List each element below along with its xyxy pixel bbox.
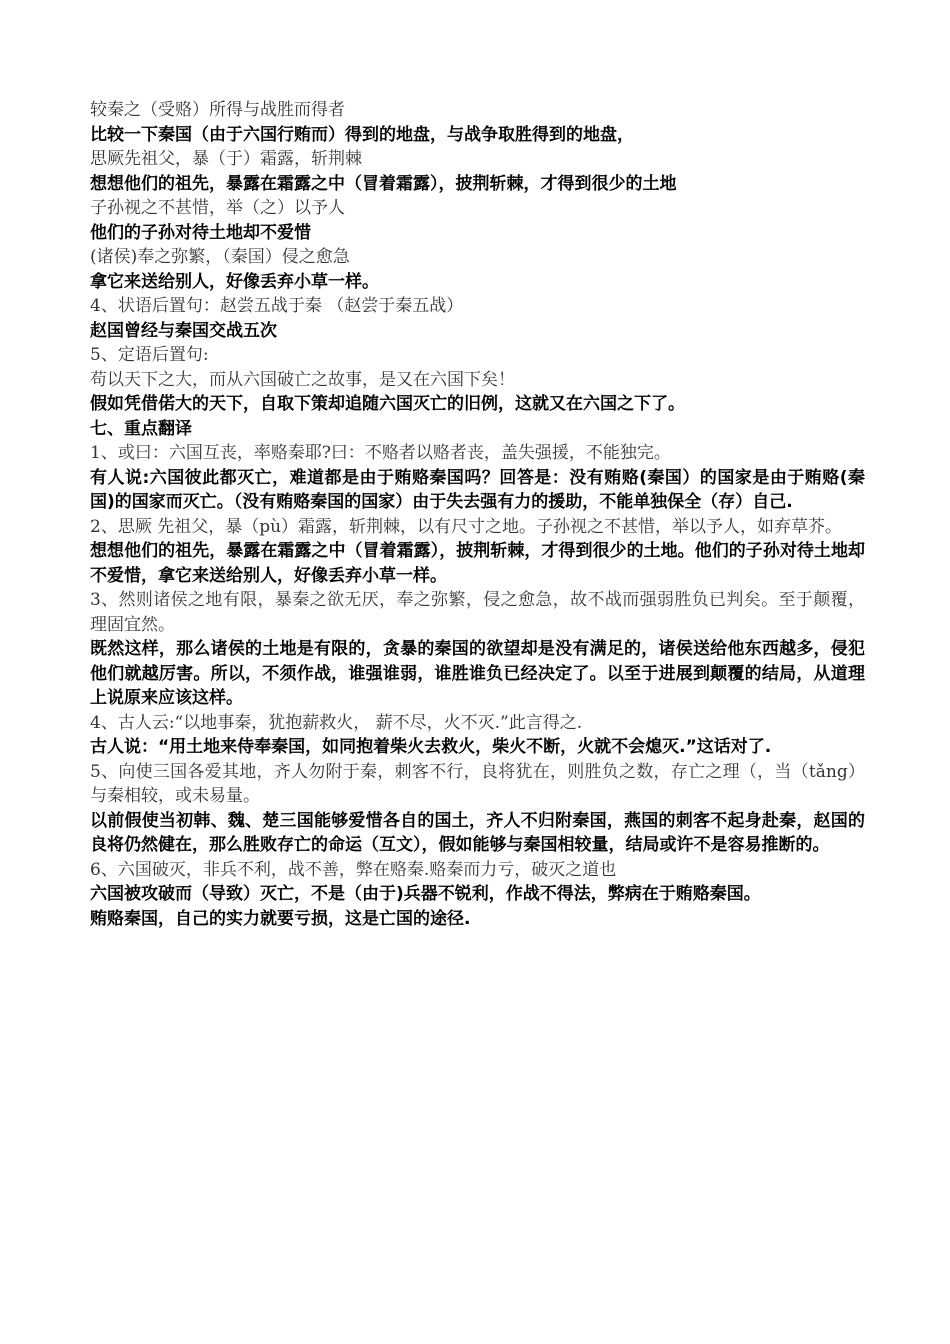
translation-paragraph: 既然这样，那么诸侯的土地是有限的，贪暴的秦国的欲望却是没有满足的，诸侯送给他东西越多，侵犯他们就越厉害。所以，不须作战，谁强谁弱，谁胜谁负已经决定了。以至于进展到颠覆的结局，从道理上说原来应该这样。 xyxy=(90,639,865,708)
section-heading: 七、重点翻译 xyxy=(90,418,192,439)
document-page xyxy=(90,98,865,931)
original-text-line: (诸侯)奉之弥繁，（秦国）侵之愈急 xyxy=(90,247,350,267)
translation-line: 他们的子孙对待土地却不爱惜 xyxy=(90,222,311,243)
original-text-line: 4、古人云:“以地事秦，犹抱薪救火， 薪不尽，火不灭.”此言得之. xyxy=(90,712,583,733)
original-text-line: 苟以天下之大，而从六国破亡之故事，是又在六国下矣！ xyxy=(90,369,515,390)
translation-paragraph: 想想他们的祖先，暴露在霜露之中（冒着霜露），披荆斩棘，才得到很少的土地。他们的子孙对待土地却不爱惜，拿它来送给别人，好像丢弃小草一样。 xyxy=(90,541,865,586)
original-text-line: 1、或曰：六国互丧，率赂秦耶?曰：不赂者以赂者丧，盖失强援，不能独完。 xyxy=(90,443,671,463)
original-text-paragraph: 2、思厥 先祖父，暴（pù）霜露，斩荆棘，以有尺寸之地。子孙视之不甚惜，举以予人，如弃草芥。 xyxy=(90,516,843,537)
translation-line: 六国被攻破而（导致）灭亡，不是（由于)兵器不锐利，作战不得法，弊病在于贿赂秦国。 xyxy=(90,884,761,904)
original-text-paragraph: 3、然则诸侯之地有限，暴秦之欲无厌，奉之弥繁，侵之愈急，故不战而强弱胜负已判矣。至于颠覆，理固宜然。 xyxy=(90,590,865,635)
translation-line: 拿它来送给别人，好像丢弃小草一样。 xyxy=(90,271,379,292)
translation-line: 假如凭借偌大的天下，自取下策却追随六国灭亡的旧例，这就又在六国之下了。 xyxy=(90,394,685,414)
original-text-line: 5、定语后置句: xyxy=(90,345,209,365)
translation-line: 赵国曾经与秦国交战五次 xyxy=(90,320,277,341)
translation-paragraph: 有人说:六国彼此都灭亡，难道都是由于贿赂秦国吗？回答是：没有贿赂(秦国）的国家是由于贿赂(秦国)的国家而灭亡。（没有贿赂秦国的国家）由于失去强有力的援助，不能单独保全（存）自己. xyxy=(90,467,865,512)
original-text-line: 6、六国破灭，非兵不利，战不善，弊在赂秦.赂秦而力亏，破灭之道也 xyxy=(90,859,617,880)
original-text-line: 4、状语后置句：赵尝五战于秦 （赵尝于秦五战） xyxy=(90,296,464,316)
original-text-line: 思厥先祖父，暴（于）霜露，斩荆棘 xyxy=(90,149,362,169)
translation-line: 贿赂秦国，自己的实力就要亏损，这是亡国的途径. xyxy=(90,908,471,929)
translation-paragraph: 以前假使当初韩、魏、楚三国能够爱惜各自的国土，齐人不归附秦国，燕国的刺客不起身赴秦，赵国的良将仍然健在，那么胜败存亡的命运（互文），假如能够与秦国相较量，结局或许不是容易推断的。 xyxy=(90,810,865,855)
original-text-line: 子孙视之不甚惜，举（之）以予人 xyxy=(90,198,345,218)
original-text-line: 较秦之（受赂）所得与战胜而得者 xyxy=(90,100,345,120)
translation-paragraph: 古人说：“用土地来侍奉秦国，如同抱着柴火去救火，柴火不断，火就不会熄灭.”这话对了. xyxy=(90,737,772,757)
translation-line: 比较一下秦国（由于六国行贿而）得到的地盘，与战争取胜得到的地盘， xyxy=(90,124,634,145)
original-text-paragraph: 5、向使三国各爱其地，齐人勿附于秦，刺客不行，良将犹在，则胜负之数，存亡之理（，当（tǎng）与秦相较，或未易量。 xyxy=(90,761,865,806)
translation-line: 想想他们的祖先，暴露在霜露之中（冒着霜露），披荆斩棘，才得到很少的土地 xyxy=(90,173,677,194)
